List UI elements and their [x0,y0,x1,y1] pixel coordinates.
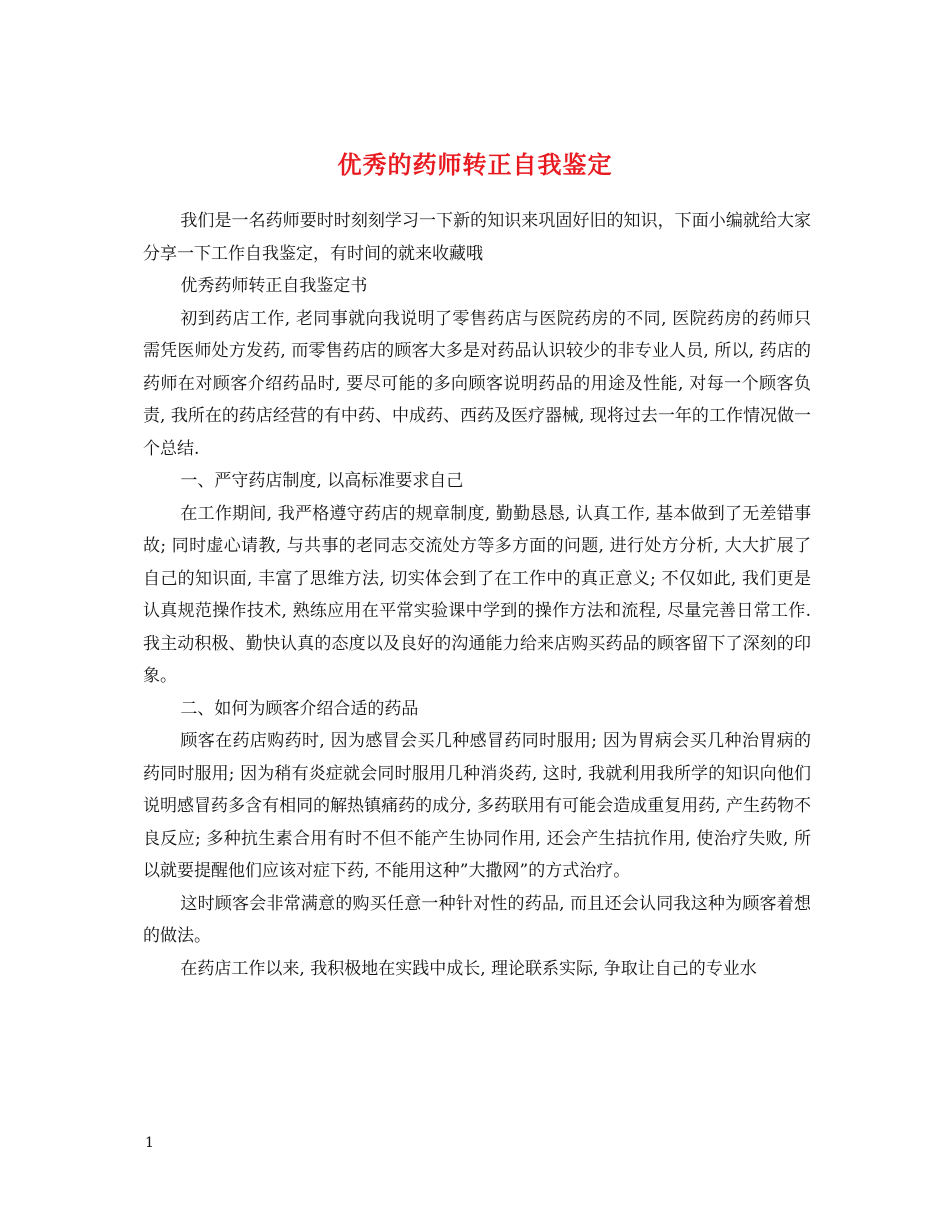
paragraph-intro: 我们是一名药师要时时刻刻学习一下新的知识来巩固好旧的知识，下面小编就给大家分享一下工作自我鉴定，有时间的就来收藏哦 [143,211,811,264]
section-heading-1: 一、严守药店制度, 以高标准要求自己 [180,471,464,491]
page-number: 1 [145,1135,154,1151]
paragraph-customer-satisfaction: 这时顾客会非常满意的购买任意一种针对性的药品, 而且还会认同我这种为顾客着想的做法。 [143,893,811,946]
paragraph-section-2: 顾客在药店购药时, 因为感冒会买几种感冒药同时服用; 因为胃病会买几种治胃病的药同时服用; 因为稍有炎症就会同时服用几种消炎药, 这时, 我就利用我所学的知识向他们说明感冒药多含有相同的解热镇痛药的成分, 多药联用有可能会造成重复用药, 产生药物不良反应; 多种抗生素合用有时不但不能产生协同作用, 还会产生拮抗作用, 使治疗失败, 所以就要提醒他们应该对症下药, 不能用这种”大撒网”的方式治疗。 [143,731,811,881]
paragraph-section-1: 在工作期间, 我严格遵守药店的规章制度, 勤勤恳恳, 认真工作, 基本做到了无差错事故; 同时虚心请教, 与共事的老同志交流处方等多方面的问题, 进行处方分析, 大大扩展了自己的知识面, 丰富了思维方法, 切实体会到了在工作中的真正意义; 不仅如此, 我们更是认真规范操作技术, 熟练应用在平常实验课中学到的操作方法和流程, 尽量完善日常工作. 我主动积极、勤快认真的态度以及良好的沟通能力给来店购买药品的顾客留下了深刻的印象。 [143,503,811,686]
section-heading-2: 二、如何为顾客介绍合适的药品 [180,698,419,719]
document-title: 优秀的药师转正自我鉴定 [337,150,613,180]
paragraph-subtitle: 优秀药师转正自我鉴定书 [180,276,368,296]
document-body [143,205,811,985]
paragraph-growth: 在药店工作以来, 我积极地在实践中成长, 理论联系实际, 争取让自己的专业水 [180,958,757,979]
paragraph-overview: 初到药店工作, 老同事就向我说明了零售药店与医院药房的不同, 医院药房的药师只需凭医师处方发药, 而零售药店的顾客大多是对药品认识较少的非专业人员, 所以, 药店的药师在对顾客介绍药品时, 要尽可能的多向顾客说明药品的用途及性能, 对每一个顾客负责, 我所在的药店经营的有中药、中成药、西药及医疗器械, 现将过去一年的工作情况做一个总结. [143,308,811,459]
